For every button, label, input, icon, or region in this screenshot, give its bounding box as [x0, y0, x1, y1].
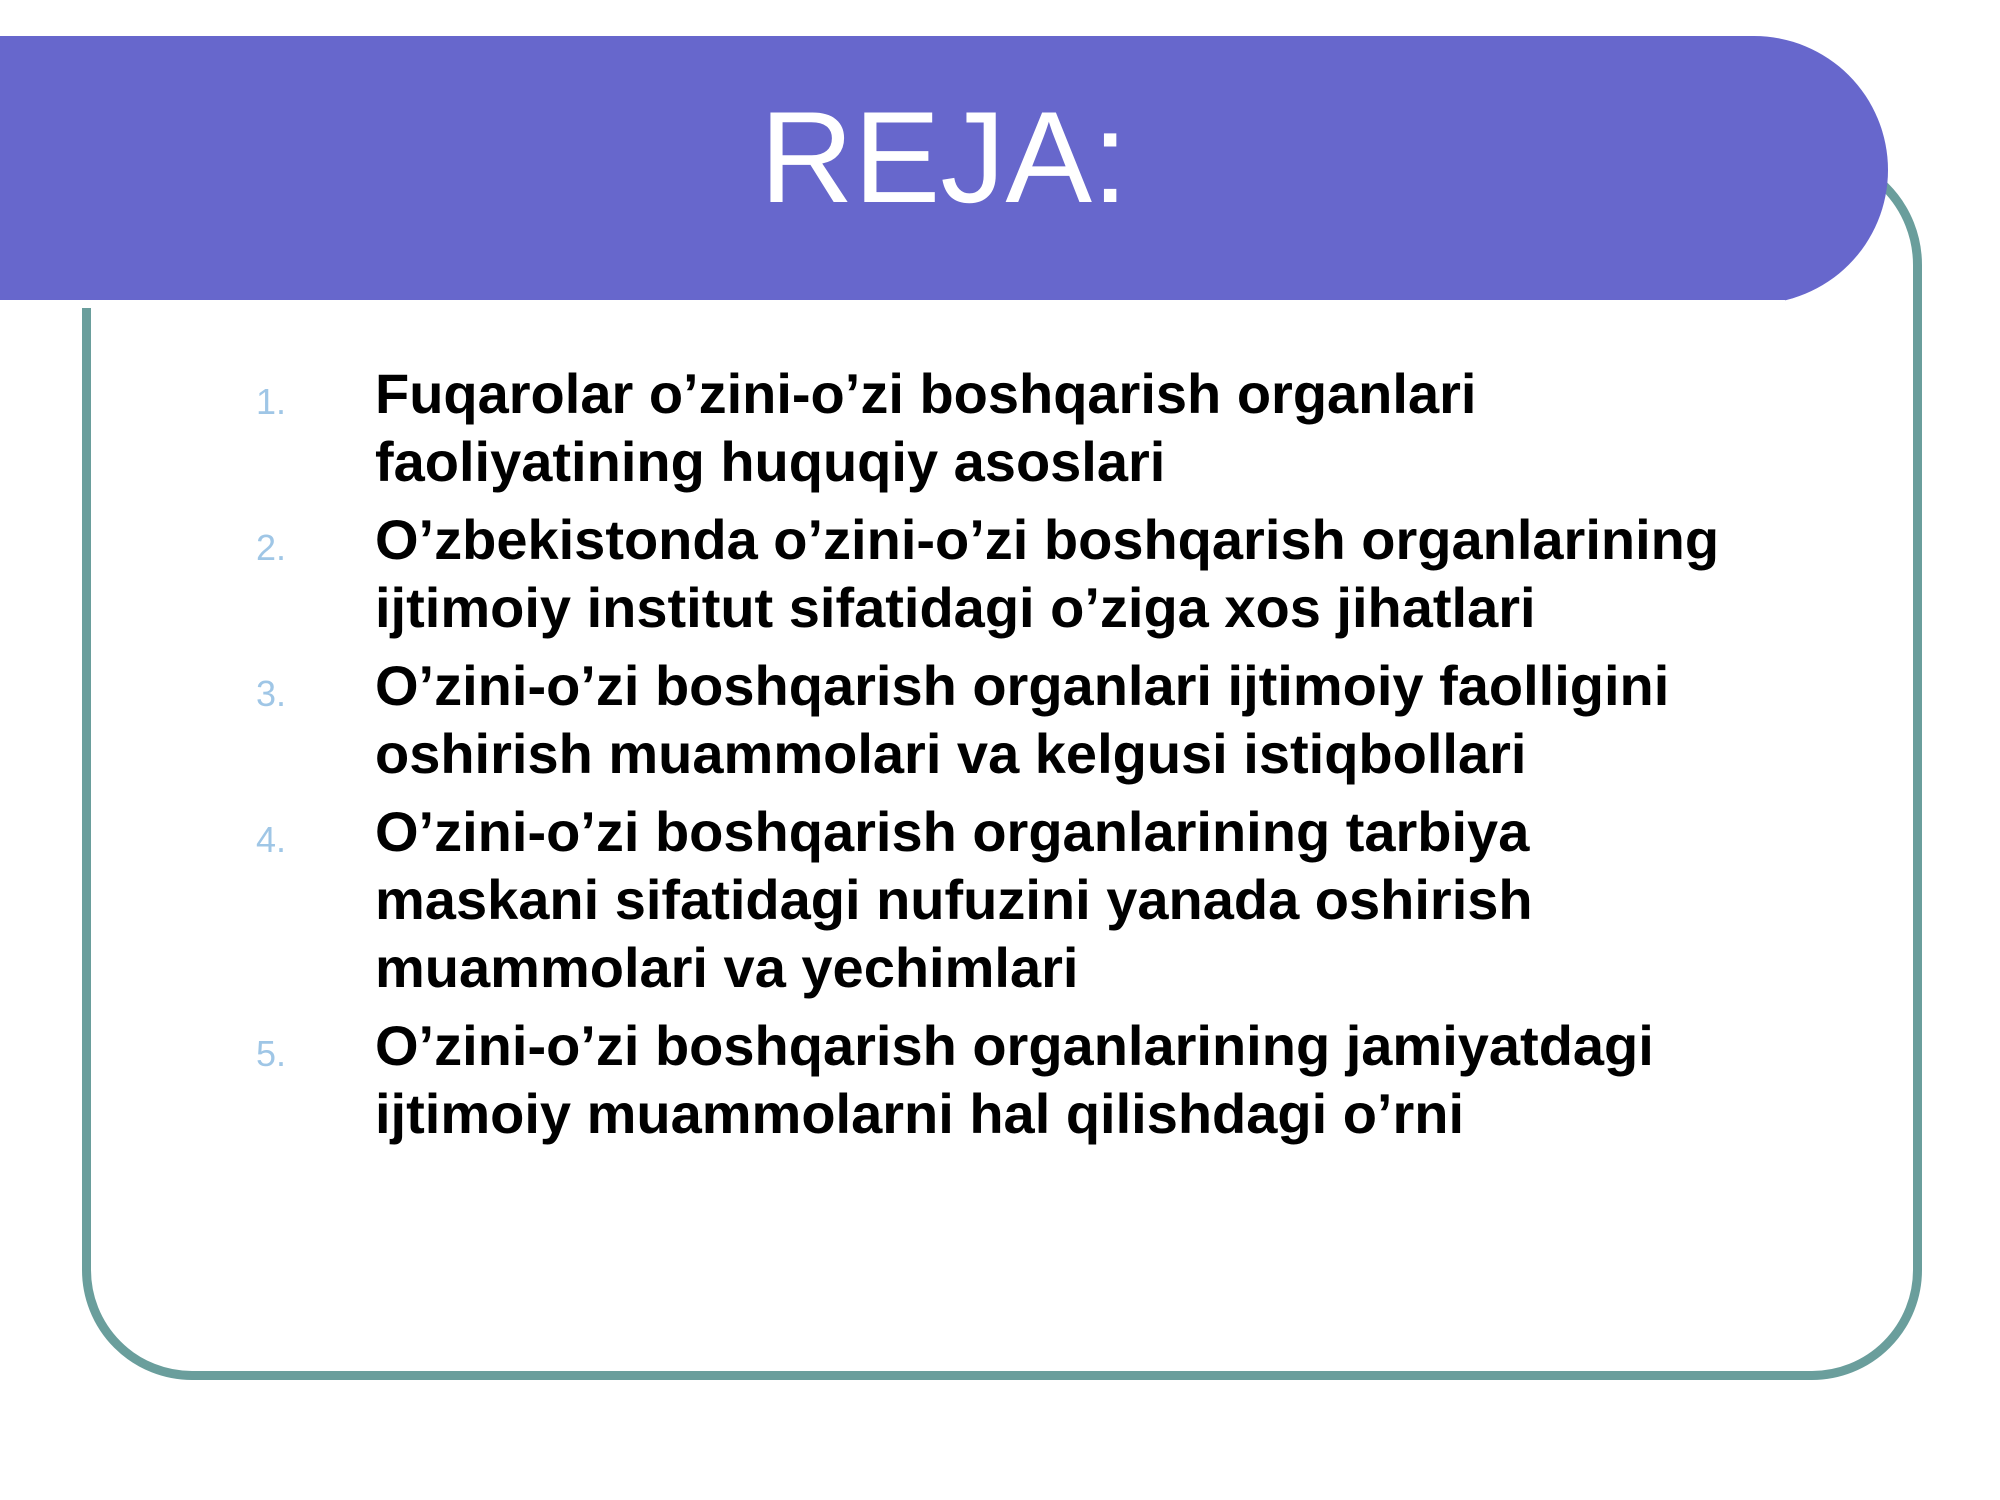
- item-number: 2.: [256, 527, 287, 568]
- item-number: 3.: [256, 673, 287, 714]
- banner-divider: [0, 300, 1785, 308]
- agenda-item-2: [256, 506, 1866, 642]
- item-text: Fuqarolar o’zini-o’zi boshqarish organlari faoliyatining huquqiy asoslari: [375, 362, 1477, 493]
- item-number: 5.: [256, 1033, 287, 1074]
- agenda-list: [256, 360, 1866, 1158]
- item-text: O’zini-o’zi boshqarish organlarining jamiyatdagi ijtimoiy muammolarni hal qilishdagi o’rni: [375, 1014, 1654, 1145]
- agenda-item-5: [256, 1012, 1866, 1148]
- item-text: O’zini-o’zi boshqarish organlari ijtimoiy faolligini oshirish muammolari va kelgusi istiqbollari: [375, 654, 1670, 785]
- agenda-item-3: [256, 652, 1866, 788]
- slide-title: REJA:: [759, 84, 1129, 230]
- agenda-item-1: [256, 360, 1866, 496]
- item-text: O’zini-o’zi boshqarish organlarining tarbiya maskani sifatidagi nufuzini yanada oshirish muammolari va yechimlari: [375, 800, 1533, 999]
- agenda-item-4: [256, 798, 1866, 1002]
- item-number: 4.: [256, 819, 287, 860]
- item-text: O’zbekistonda o’zini-o’zi boshqarish organlarining ijtimoiy institut sifatidagi o’ziga xos jihatlari: [375, 508, 1720, 639]
- item-number: 1.: [256, 381, 287, 422]
